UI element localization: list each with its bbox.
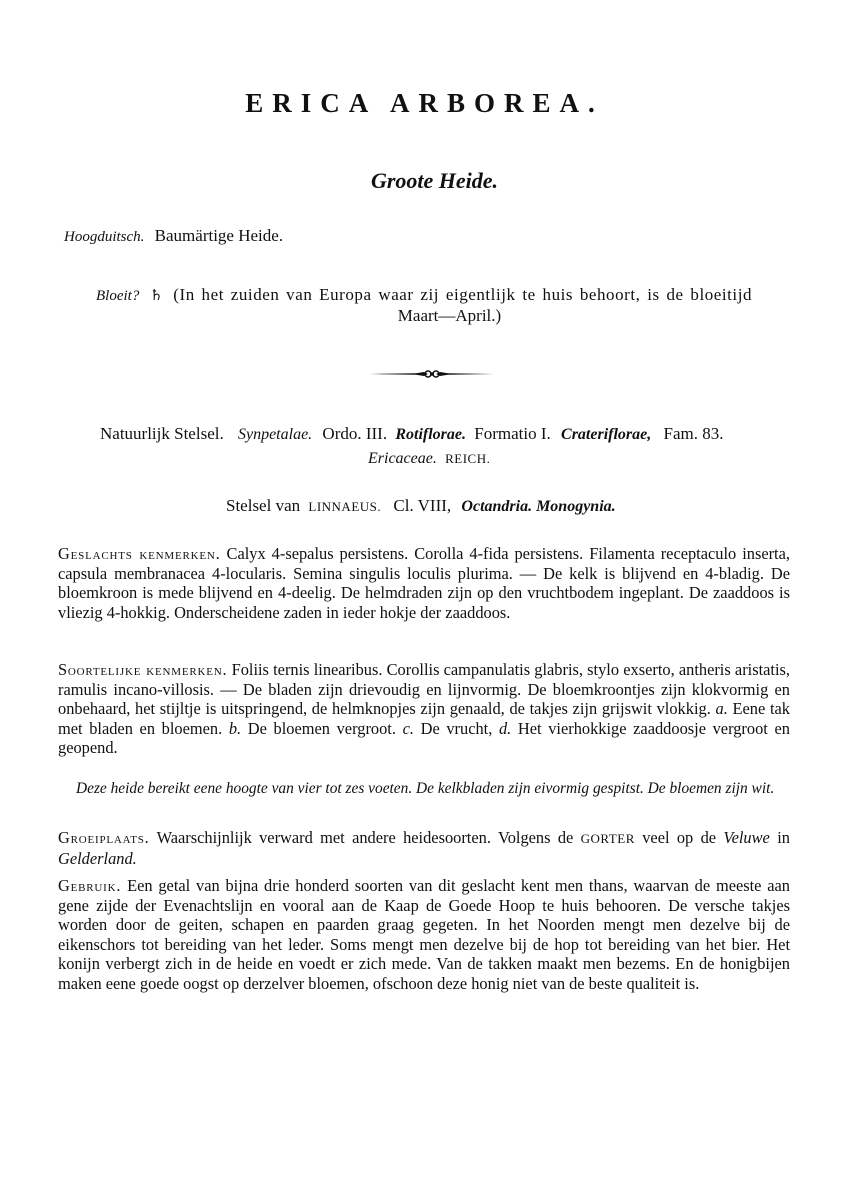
geslachts-text: Calyx 4-sepalus persistens. Corolla 4-fida persistens. Filamenta receptaculo inserta, capsula membranacea 4-locularis. Semina singulis loculis plurima. — De kelk is blijvend en 4-bladig. De bloemkroon is mede blijvend en 4-deelig. De helmdraden zijn op den vruchtbodem ingeplant. De zaaddoos is vliezig 4-hokkig. Onderscheidene zaden in ieder hokje der zaaddoos. (58, 544, 790, 622)
soortelijke-text-2: Eene tak met bladen en bloemen. (58, 699, 790, 738)
groeiplaats-text-1: Waarschijnlijk verward met andere heidesoorten. Volgens de (156, 828, 574, 847)
ericaceae: Ericaceae. (368, 450, 437, 467)
page-title: ERICA ARBOREA. (245, 88, 604, 118)
linnaeus-name: LINNAEUS. (308, 499, 382, 514)
german-name-line (64, 226, 283, 246)
synpetalae: Synpetalae. (237, 426, 313, 443)
gorter-name: GORTER (580, 831, 635, 846)
ornament-divider-icon (370, 368, 494, 380)
figure-label-c: c. (402, 718, 414, 738)
natural-system-line-1 (100, 424, 723, 444)
soortelijke-text-5: Het vierhokkige zaaddoosje vergroot en geopend. (58, 718, 790, 758)
natural-system-label: Natuurlijk Stelsel. (100, 424, 224, 443)
groeiplaats-paragraph (58, 828, 790, 868)
soortelijke-lead: Soortelijke kenmerken. (58, 660, 228, 679)
figure-label-a: a. (715, 699, 728, 719)
bloom-text-1: (In het zuiden van Europa waar zij eigentlijk te huis behoort, is de bloeitijd (173, 285, 753, 304)
bloom-line-1 (96, 285, 752, 305)
soortelijke-text-3: De bloemen vergroot. (247, 718, 396, 738)
geslachts-lead: Geslachts kenmerken. (58, 544, 221, 563)
gebruik-text: Een getal van bijna drie honderd soorten van dit geslacht kent men thans, waarvan de meeste aan gene zijde der Evenachtslijn en vooral aan de Kaap de Goede Hoop te huis behooren. De versche takjes worden door de geiten, schapen en paarden graag gegeten. In het Noorden mengt men dezelve bij de eikenschors tot bereiding van het leder. Soms mengt men dezelve bij de hop tot bereiding van het bier. Het konijn verbergt zich in de heide en voedt er zich mede. Van de takken maakt men bezems. En de honigbijen maken eene goede oogst op derzelver bloemen, ofschoon deze honig niet van de beste qualiteit is. (58, 876, 790, 993)
description-note: Deze heide bereikt eene hoogte van vier tot zes voeten. De kelkbladen zijn eivormig gespitst. De bloemen zijn wit. (76, 780, 775, 797)
bloom-label: Bloeit? (96, 288, 140, 304)
ordo: Ordo. III. (322, 424, 388, 443)
crateriflorae: Crateriflorae, (561, 426, 652, 443)
linnaeus-prefix: Stelsel van (226, 496, 301, 515)
gelderland: Gelderland. (58, 848, 137, 868)
fam: Fam. 83. (663, 424, 724, 443)
reich: REICH. (445, 451, 491, 466)
linnaeus-cl: Cl. VIII, (393, 496, 452, 515)
figure-label-b: b. (228, 718, 242, 738)
groeiplaats-lead: Groeiplaats. (58, 828, 150, 847)
german-label: Hoogduitsch. (64, 229, 145, 245)
page-subtitle: Groote Heide. (370, 168, 499, 193)
bloom-symbol-icon: ♄ (149, 286, 164, 304)
geslachts-paragraph (58, 544, 790, 622)
soortelijke-text-1: Foliis ternis linearibus. Corollis campanulatis glabris, stylo exserto, antheris aristatis, ramulis incano-villosis. — De bladen zijn drievoudig en lijnvormig. De bloemkroontjes zijn klokvormig en onbehaard, het stijltje is uitspringend, de helmknopjes zijn genaald, de takjes zijn grijswit vlokkig. (58, 660, 790, 719)
groeiplaats-text-2: veel op de (642, 828, 717, 847)
soortelijke-text-4: De vrucht, (420, 718, 493, 738)
soortelijke-paragraph (58, 660, 790, 758)
linnaeus-line (226, 496, 616, 516)
german-name: Baumärtige Heide. (154, 226, 284, 245)
bloom-line-2: Maart—April.) (397, 306, 502, 325)
figure-label-d: d. (498, 718, 512, 738)
groeiplaats-in: in (777, 828, 790, 847)
natural-system-line-2 (368, 448, 490, 468)
veluwe: Veluwe (723, 828, 770, 847)
formatio: Formatio I. (474, 424, 551, 443)
gebruik-lead: Gebruik. (58, 876, 122, 895)
linnaeus-class: Octandria. Monogynia. (461, 498, 616, 515)
gebruik-paragraph (58, 876, 790, 994)
rotiflorae: Rotiflorae. (395, 426, 467, 443)
